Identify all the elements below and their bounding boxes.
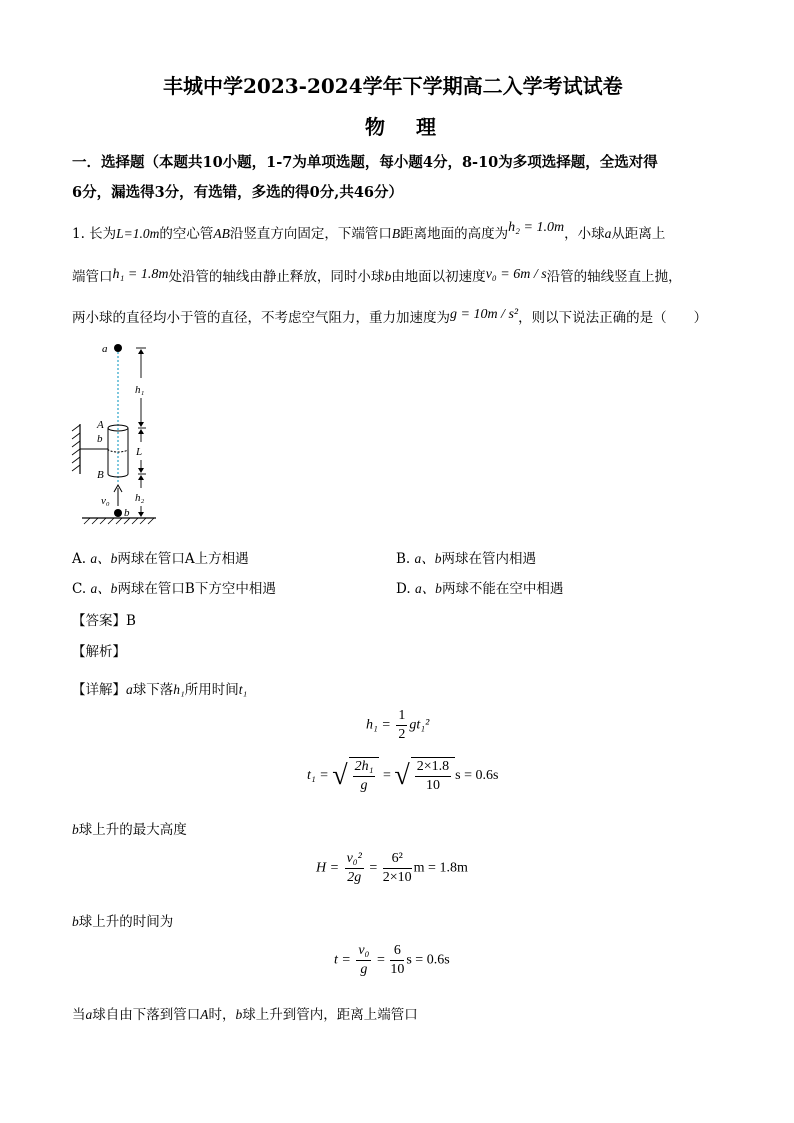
answer-label: 【答案】 (72, 613, 126, 629)
eq2-den2: 10 (425, 778, 440, 793)
eq2-lhs: t₁ = (307, 768, 329, 784)
ground-hatch (84, 518, 154, 524)
q-text: 沿竖直方向固定，下端管口 (229, 226, 392, 242)
option-balls: a、b (90, 581, 118, 596)
q-B: B (391, 226, 401, 241)
option-balls: a、b (90, 551, 118, 566)
q-text: 的空心管 (159, 226, 214, 242)
label-b-mid: b (97, 433, 103, 445)
option-balls: a、b (414, 551, 442, 566)
section-header-line1: 一．选择题（本题共10小题，1-7为单项选题，每小题4分，8-10为多项选择题，全选对得 (72, 154, 658, 171)
label-b-bottom: b (124, 507, 130, 519)
option-D[interactable] (396, 577, 563, 597)
eq2-rhs: s = 0.6s (455, 768, 499, 784)
label-B: B (97, 469, 104, 481)
question-line2 (72, 265, 682, 286)
detail-a: a (126, 682, 133, 697)
last-b: b (235, 1007, 243, 1022)
ball-b (114, 509, 122, 517)
eq3-eq: = (369, 860, 378, 876)
section-header-line2: 6分，漏选得3分，有选错，多选的得0分,共46分） (72, 184, 403, 201)
b-max-text: 球上升的最大高度 (78, 822, 187, 838)
eq2-eq: = (382, 768, 391, 784)
q-g-expr: g = 10m / s² (450, 307, 519, 322)
subject-title: 物 理 (365, 115, 448, 139)
q-h2-expr: h₂ = 1.0m (508, 220, 565, 235)
q-text: 1. 长为 (72, 226, 117, 242)
eq4-frac1 (356, 942, 371, 979)
last-text: 时， (208, 1007, 236, 1023)
eq2-frac2 (415, 758, 451, 795)
eq1-frac (396, 707, 407, 744)
eq3-lhs: H = (316, 860, 340, 876)
detail-label: 【详解】 (72, 682, 126, 698)
eq1-num: 1 (396, 707, 407, 726)
option-letter: A. (72, 551, 87, 567)
eq3-den2: 2×10 (382, 870, 412, 885)
q-text: 从距离上 (611, 226, 666, 242)
q-text: 端管口 (72, 269, 113, 285)
equation-H (316, 850, 468, 887)
answer-line (72, 609, 136, 629)
eq2-num1: 2h₁ (353, 758, 376, 777)
label-v0: v₀ (101, 495, 110, 507)
last-text: 球自由下落到管口 (92, 1007, 201, 1023)
equation-t1 (307, 757, 498, 795)
q-v0-expr: v₀ = 6m / s (485, 267, 547, 282)
b-max-height-line (72, 818, 187, 838)
last-a: a (85, 1007, 93, 1022)
b-label: b (72, 822, 79, 837)
eq4-num1: v₀ (356, 942, 371, 961)
detail-text: 所用时间 (184, 682, 239, 698)
eq4-lhs: t = (334, 952, 351, 968)
eq3-frac2 (383, 850, 412, 887)
q-b: b (384, 269, 392, 284)
q-text: 两小球的直径均小于管的直径，不考虑空气阻力，重力加速度为 (72, 310, 450, 326)
sqrt-icon: √ (332, 760, 348, 791)
detail-line (72, 678, 247, 698)
label-h2: h₂ (135, 492, 145, 504)
q-text: 处沿管的轴线由静止释放，同时小球 (168, 269, 385, 285)
q-text: ，则以下说法正确的是（ ） (518, 310, 708, 326)
option-text: 两球在管口A上方相遇 (117, 551, 249, 567)
equation-h1 (366, 707, 429, 744)
last-text: 当 (72, 1007, 86, 1023)
last-text: 球上升到管内，距离上端管口 (242, 1007, 418, 1023)
eq4-eq: = (376, 952, 385, 968)
b-time-text: 球上升的时间为 (78, 914, 174, 930)
q-h1-expr: h₁ = 1.8m (112, 267, 169, 282)
label-a: a (102, 343, 108, 355)
b-time-line (72, 910, 173, 930)
eq4-den1: g (360, 962, 368, 977)
option-balls: a、b (414, 581, 442, 596)
eq4-num2: 6 (390, 942, 404, 961)
eq3-frac1 (345, 850, 364, 887)
eq2-frac1 (353, 758, 376, 795)
option-letter: B. (396, 551, 411, 567)
wall-hatch (72, 425, 80, 471)
detail-t1: t₁ (238, 682, 248, 697)
option-text: 两球不能在空中相遇 (441, 581, 564, 597)
eq4-frac2 (390, 942, 404, 979)
q-a: a (604, 226, 612, 241)
eq3-num1: v₀² (345, 850, 364, 869)
q-L: L=1.0m (116, 226, 160, 241)
label-A: A (97, 419, 104, 431)
eq2-num2: 2×1.8 (415, 758, 451, 777)
eq1-den: 2 (398, 727, 406, 742)
sqrt-icon: √ (394, 760, 410, 791)
eq3-num2: 6² (383, 850, 412, 869)
b-label: b (72, 914, 79, 929)
q-AB: AB (213, 226, 230, 241)
q-text: 由地面以初速度 (391, 269, 486, 285)
option-C[interactable] (72, 577, 276, 597)
eq2-den1: g (360, 778, 368, 793)
option-letter: D. (396, 581, 411, 597)
eq4-den2: 10 (390, 962, 405, 977)
answer-value: B (126, 613, 136, 629)
q-text: 沿管的轴线竖直上抛， (546, 269, 682, 285)
analysis-label: 【解析】 (72, 644, 126, 660)
eq1-rhs: gt₁² (409, 717, 430, 733)
option-B[interactable] (396, 547, 536, 567)
option-A[interactable] (72, 547, 249, 567)
detail-h1: h₁ (173, 682, 185, 697)
ball-a (114, 344, 122, 352)
eq1-lhs: h₁ = (366, 717, 391, 733)
label-h1: h₁ (135, 384, 145, 396)
last-line (72, 1003, 418, 1023)
question-line3 (72, 306, 707, 327)
option-text: 两球在管口B下方空中相遇 (117, 581, 276, 597)
option-text: 两球在管内相遇 (441, 551, 537, 567)
question-line1 (72, 222, 665, 243)
tube-diagram (66, 336, 176, 528)
q-text: 距离地面的高度为 (400, 226, 509, 242)
eq4-rhs: s = 0.6s (406, 952, 450, 968)
exam-title: 丰城中学2023-2024学年下学期高二入学考试试卷 (163, 74, 623, 98)
equation-t (334, 942, 450, 979)
option-letter: C. (72, 581, 87, 597)
q-text: ，小球 (564, 226, 605, 242)
eq3-den1: 2g (347, 870, 362, 885)
detail-text: 球下落 (132, 682, 174, 698)
label-L: L (136, 446, 143, 458)
last-A: A (200, 1007, 209, 1022)
eq3-rhs: m = 1.8m (413, 860, 468, 876)
